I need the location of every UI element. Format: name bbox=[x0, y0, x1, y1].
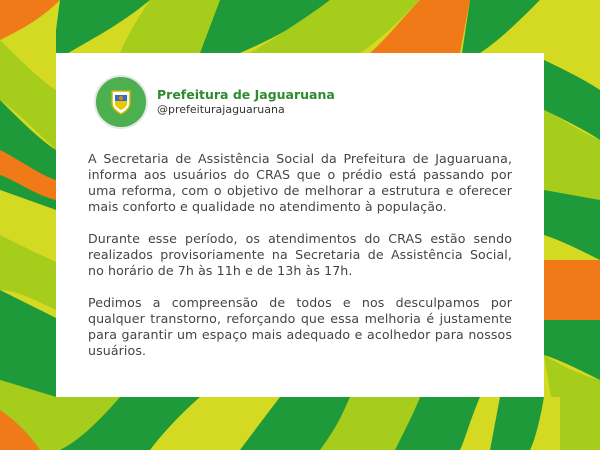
profile-header bbox=[94, 75, 512, 129]
paragraph-3: Pedimos a compreensão de todos e nos desculpamos por qualquer transtorno, reforçando que essa melhoria é justamente para garantir um espaço mais adequado e acolhedor para nossos usuários. bbox=[88, 295, 512, 358]
avatar[interactable] bbox=[94, 75, 148, 129]
announcement-card bbox=[56, 53, 544, 397]
paragraph-1: A Secretaria de Assistência Social da Prefeitura de Jaguaruana, informa aos usuários do CRAS que o prédio está passando por uma reforma, com o objetivo de melhorar a estrutura e oferecer mais conforto e qualidade no atendimento à população. bbox=[88, 151, 512, 214]
city-crest-icon bbox=[106, 87, 136, 117]
profile-name[interactable]: Prefeitura de Jaguaruana bbox=[157, 87, 335, 102]
paragraph-2: Durante esse período, os atendimentos do CRAS estão sendo realizados provisoriamente na Secretaria de Assistência Social, no horário de 7h às 11h e de 13h às 17h. bbox=[88, 231, 512, 278]
profile-handle[interactable]: @prefeiturajaguaruana bbox=[157, 103, 285, 116]
